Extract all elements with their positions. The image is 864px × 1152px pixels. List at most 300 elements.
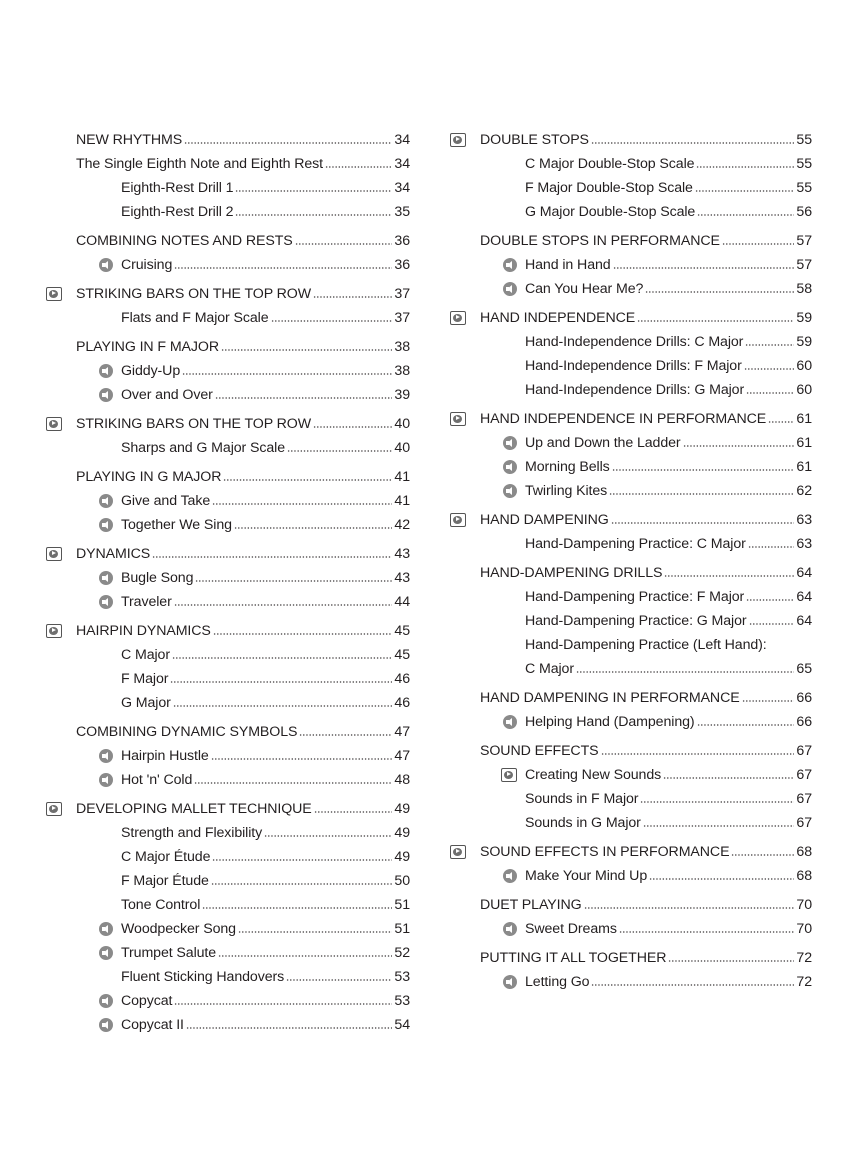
entry-page-number: 36 bbox=[394, 257, 410, 273]
entry-page-number: 46 bbox=[394, 695, 410, 711]
toc-entry[interactable] bbox=[46, 743, 410, 767]
entry-title: C Major Étude bbox=[121, 849, 211, 865]
entry-page-number: 36 bbox=[394, 233, 410, 249]
video-icon bbox=[46, 417, 62, 431]
entry-page-number: 59 bbox=[796, 334, 812, 350]
video-icon bbox=[46, 287, 62, 301]
toc-entry[interactable] bbox=[46, 988, 410, 1012]
toc-entry[interactable] bbox=[450, 430, 812, 454]
entry-lead bbox=[450, 377, 525, 401]
entry-lead bbox=[450, 531, 525, 555]
toc-entry[interactable] bbox=[450, 810, 812, 834]
toc-entry[interactable] bbox=[46, 464, 410, 488]
entry-lead bbox=[46, 305, 121, 329]
entry-title: PLAYING IN G MAJOR bbox=[76, 469, 222, 485]
entry-page-number: 67 bbox=[796, 767, 812, 783]
entry-title: F Major Double-Stop Scale bbox=[525, 180, 693, 196]
toc-entry[interactable] bbox=[450, 584, 812, 608]
entry-page-number: 42 bbox=[394, 517, 410, 533]
entry-page-number: 47 bbox=[394, 748, 410, 764]
toc-entry[interactable] bbox=[46, 305, 410, 329]
dot-leader bbox=[202, 907, 392, 909]
audio-icon bbox=[99, 518, 113, 532]
video-icon bbox=[46, 624, 62, 638]
entry-page-number: 53 bbox=[394, 969, 410, 985]
entry-title: Giddy-Up bbox=[121, 363, 181, 379]
entry-title: Hand-Dampening Practice: G Major bbox=[525, 613, 747, 629]
toc-entry[interactable] bbox=[450, 560, 812, 584]
entry-page-number: 68 bbox=[796, 844, 812, 860]
entry-page-number: 70 bbox=[796, 897, 812, 913]
dot-leader bbox=[601, 753, 795, 755]
entry-lead bbox=[450, 127, 480, 151]
toc-entry[interactable] bbox=[450, 531, 812, 555]
audio-icon bbox=[99, 994, 113, 1008]
entry-lead bbox=[46, 642, 121, 666]
dot-leader bbox=[697, 724, 795, 726]
dot-leader bbox=[748, 546, 795, 548]
entry-lead bbox=[450, 353, 525, 377]
dot-leader bbox=[212, 503, 392, 505]
entry-lead bbox=[450, 945, 480, 969]
dot-leader bbox=[211, 883, 393, 885]
entry-title: Helping Hand (Dampening) bbox=[525, 714, 695, 730]
dot-leader bbox=[172, 657, 392, 659]
entry-title: C Major bbox=[525, 661, 574, 677]
entry-page-number: 47 bbox=[394, 724, 410, 740]
dot-leader bbox=[223, 479, 392, 481]
entry-lead bbox=[46, 796, 76, 820]
entry-lead bbox=[46, 382, 121, 406]
entry-lead bbox=[46, 666, 121, 690]
toc-entry[interactable] bbox=[450, 786, 812, 810]
entry-page-number: 48 bbox=[394, 772, 410, 788]
dot-leader bbox=[325, 166, 392, 168]
entry-title: SOUND EFFECTS bbox=[480, 743, 599, 759]
toc-entry[interactable] bbox=[46, 796, 410, 820]
dot-leader bbox=[731, 854, 794, 856]
toc-entry[interactable] bbox=[450, 353, 812, 377]
entry-page-number: 56 bbox=[796, 204, 812, 220]
dot-leader bbox=[645, 291, 794, 293]
toc-entry[interactable] bbox=[46, 541, 410, 565]
toc-entry[interactable] bbox=[450, 839, 812, 863]
entry-title: Sounds in G Major bbox=[525, 815, 641, 831]
entry-page-number: 61 bbox=[796, 459, 812, 475]
toc-entry[interactable] bbox=[46, 916, 410, 940]
toc-entry[interactable] bbox=[46, 767, 410, 791]
entry-title: Can You Hear Me? bbox=[525, 281, 644, 297]
audio-icon bbox=[503, 258, 517, 272]
entry-page-number: 66 bbox=[796, 714, 812, 730]
entry-title: Copycat bbox=[121, 993, 173, 1009]
entry-page-number: 64 bbox=[796, 589, 812, 605]
dot-leader bbox=[212, 859, 392, 861]
toc-entry[interactable] bbox=[450, 608, 812, 632]
entry-lead bbox=[450, 454, 525, 478]
toc-entry[interactable] bbox=[450, 252, 812, 276]
dot-leader bbox=[152, 556, 392, 558]
entry-lead bbox=[450, 709, 525, 733]
entry-page-number: 35 bbox=[394, 204, 410, 220]
entry-title: DUET PLAYING bbox=[480, 897, 582, 913]
entry-page-number: 34 bbox=[394, 132, 410, 148]
entry-title: Letting Go bbox=[525, 974, 590, 990]
dot-leader bbox=[286, 979, 392, 981]
entry-title: C Major bbox=[121, 647, 170, 663]
entry-title: Sounds in F Major bbox=[525, 791, 639, 807]
entry-title: F Major Étude bbox=[121, 873, 209, 889]
toc-entry[interactable] bbox=[46, 334, 410, 358]
audio-icon bbox=[99, 571, 113, 585]
entry-page-number: 54 bbox=[394, 1017, 410, 1033]
toc-entry[interactable] bbox=[450, 127, 812, 151]
entry-page-number: 70 bbox=[796, 921, 812, 937]
entry-page-number: 57 bbox=[796, 257, 812, 273]
entry-lead bbox=[46, 358, 121, 382]
dot-leader bbox=[221, 349, 392, 351]
entry-title: NEW RHYTHMS bbox=[76, 132, 183, 148]
entry-page-number: 68 bbox=[796, 868, 812, 884]
entry-lead bbox=[450, 685, 480, 709]
dot-leader bbox=[313, 426, 392, 428]
dot-leader bbox=[215, 397, 393, 399]
toc-entry[interactable] bbox=[450, 762, 812, 786]
entry-title: Traveler bbox=[121, 594, 172, 610]
entry-title: PUTTING IT ALL TOGETHER bbox=[480, 950, 667, 966]
entry-lead bbox=[450, 560, 480, 584]
audio-icon bbox=[99, 946, 113, 960]
toc-entry[interactable] bbox=[46, 175, 410, 199]
entry-lead bbox=[450, 656, 525, 680]
dot-leader bbox=[194, 782, 392, 784]
entry-page-number: 59 bbox=[796, 310, 812, 326]
entry-page-number: 55 bbox=[796, 156, 812, 172]
entry-title: C Major Double-Stop Scale bbox=[525, 156, 695, 172]
entry-page-number: 51 bbox=[394, 897, 410, 913]
entry-page-number: 52 bbox=[394, 945, 410, 961]
entry-lead bbox=[46, 252, 121, 276]
dot-leader bbox=[591, 984, 794, 986]
entry-lead bbox=[46, 767, 121, 791]
toc-entry[interactable] bbox=[46, 127, 410, 151]
entry-lead bbox=[46, 488, 121, 512]
video-icon bbox=[450, 845, 466, 859]
entry-title: Hand-Independence Drills: F Major bbox=[525, 358, 742, 374]
toc-entry[interactable] bbox=[450, 305, 812, 329]
dot-leader bbox=[182, 373, 392, 375]
entry-page-number: 72 bbox=[796, 950, 812, 966]
entry-lead bbox=[46, 589, 121, 613]
toc-entry[interactable] bbox=[450, 151, 812, 175]
video-icon bbox=[46, 547, 62, 561]
entry-title: G Major bbox=[121, 695, 171, 711]
entry-lead bbox=[450, 863, 525, 887]
toc-entry[interactable] bbox=[450, 685, 812, 709]
toc-entry[interactable] bbox=[450, 199, 812, 223]
toc-entry[interactable] bbox=[46, 512, 410, 536]
entry-title: PLAYING IN F MAJOR bbox=[76, 339, 219, 355]
entry-page-number: 38 bbox=[394, 339, 410, 355]
dot-leader bbox=[612, 469, 795, 471]
toc-entry[interactable] bbox=[46, 940, 410, 964]
toc-entry[interactable] bbox=[46, 618, 410, 642]
toc-entry[interactable] bbox=[46, 565, 410, 589]
entry-page-number: 53 bbox=[394, 993, 410, 1009]
toc-entry[interactable] bbox=[450, 738, 812, 762]
toc-entry[interactable] bbox=[46, 820, 410, 844]
toc-entry[interactable] bbox=[46, 690, 410, 714]
toc-entry[interactable] bbox=[450, 863, 812, 887]
dot-leader bbox=[264, 835, 392, 837]
entry-lead bbox=[450, 252, 525, 276]
entry-lead bbox=[46, 719, 76, 743]
entry-lead bbox=[46, 411, 76, 435]
entry-lead bbox=[450, 892, 480, 916]
entry-page-number: 63 bbox=[796, 512, 812, 528]
dot-leader bbox=[174, 1003, 392, 1005]
entry-title: STRIKING BARS ON THE TOP ROW bbox=[76, 286, 312, 302]
toc-entry[interactable] bbox=[46, 892, 410, 916]
audio-icon bbox=[99, 364, 113, 378]
toc-entry[interactable] bbox=[46, 666, 410, 690]
dot-leader bbox=[619, 931, 795, 933]
entry-lead bbox=[450, 584, 525, 608]
audio-icon bbox=[503, 922, 517, 936]
entry-lead bbox=[450, 738, 480, 762]
entry-lead bbox=[46, 892, 121, 916]
dot-leader bbox=[213, 633, 393, 635]
audio-icon bbox=[99, 388, 113, 402]
entry-lead bbox=[450, 478, 525, 502]
toc-entry[interactable] bbox=[450, 329, 812, 353]
toc-entry[interactable] bbox=[450, 632, 812, 656]
entry-title: Hand-Dampening Practice (Left Hand): bbox=[525, 637, 767, 653]
entry-page-number: 44 bbox=[394, 594, 410, 610]
entry-lead bbox=[450, 151, 525, 175]
toc-entry[interactable] bbox=[450, 175, 812, 199]
dot-leader bbox=[609, 493, 794, 495]
entry-lead bbox=[46, 512, 121, 536]
entry-lead bbox=[450, 199, 525, 223]
audio-icon bbox=[503, 715, 517, 729]
entry-lead bbox=[46, 916, 121, 940]
toc-entry[interactable] bbox=[450, 507, 812, 531]
entry-page-number: 66 bbox=[796, 690, 812, 706]
entry-page-number: 60 bbox=[796, 382, 812, 398]
dot-leader bbox=[287, 450, 392, 452]
entry-page-number: 50 bbox=[394, 873, 410, 889]
dot-leader bbox=[313, 296, 392, 298]
toc-entry[interactable] bbox=[46, 411, 410, 435]
entry-lead bbox=[450, 786, 525, 810]
entry-title: Hand-Independence Drills: G Major bbox=[525, 382, 745, 398]
entry-lead bbox=[46, 464, 76, 488]
entry-lead bbox=[46, 228, 76, 252]
entry-page-number: 55 bbox=[796, 180, 812, 196]
dot-leader bbox=[195, 580, 392, 582]
entry-page-number: 41 bbox=[394, 493, 410, 509]
entry-page-number: 61 bbox=[796, 435, 812, 451]
toc-entry[interactable] bbox=[450, 377, 812, 401]
entry-title: Hairpin Hustle bbox=[121, 748, 209, 764]
entry-title: G Major Double-Stop Scale bbox=[525, 204, 696, 220]
entry-title: Hand in Hand bbox=[525, 257, 611, 273]
entry-title: Fluent Sticking Handovers bbox=[121, 969, 285, 985]
entry-title: F Major bbox=[121, 671, 169, 687]
entry-page-number: 46 bbox=[394, 671, 410, 687]
dot-leader bbox=[649, 878, 794, 880]
entry-lead bbox=[46, 868, 121, 892]
entry-title: Flats and F Major Scale bbox=[121, 310, 269, 326]
entry-title: Over and Over bbox=[121, 387, 213, 403]
entry-lead bbox=[450, 228, 480, 252]
audio-icon bbox=[99, 922, 113, 936]
audio-icon bbox=[503, 460, 517, 474]
audio-icon bbox=[99, 595, 113, 609]
entry-page-number: 62 bbox=[796, 483, 812, 499]
dot-leader bbox=[746, 599, 794, 601]
entry-title: Hot 'n' Cold bbox=[121, 772, 193, 788]
toc-entry[interactable] bbox=[46, 358, 410, 382]
toc-entry[interactable] bbox=[450, 656, 812, 680]
entry-page-number: 43 bbox=[394, 570, 410, 586]
entry-title: Give and Take bbox=[121, 493, 211, 509]
dot-leader bbox=[640, 801, 794, 803]
toc-entry[interactable] bbox=[46, 589, 410, 613]
dot-leader bbox=[695, 190, 795, 192]
audio-icon bbox=[503, 436, 517, 450]
entry-lead bbox=[450, 608, 525, 632]
audio-icon bbox=[503, 975, 517, 989]
dot-leader bbox=[697, 214, 794, 216]
toc-entry[interactable] bbox=[46, 199, 410, 223]
entry-title: Make Your Mind Up bbox=[525, 868, 648, 884]
entry-page-number: 67 bbox=[796, 815, 812, 831]
entry-lead bbox=[46, 565, 121, 589]
toc-entry[interactable] bbox=[450, 228, 812, 252]
toc-entry[interactable] bbox=[450, 276, 812, 300]
entry-title: COMBINING DYNAMIC SYMBOLS bbox=[76, 724, 298, 740]
toc-entry[interactable] bbox=[46, 1012, 410, 1036]
entry-title: HAND INDEPENDENCE bbox=[480, 310, 636, 326]
entry-lead bbox=[46, 618, 76, 642]
entry-lead bbox=[450, 430, 525, 454]
toc-entry[interactable] bbox=[46, 382, 410, 406]
toc-entry[interactable] bbox=[450, 945, 812, 969]
toc-entry[interactable] bbox=[46, 642, 410, 666]
toc-entry[interactable] bbox=[450, 478, 812, 502]
entry-lead bbox=[450, 632, 525, 656]
toc-column-left bbox=[46, 127, 410, 1036]
dot-leader bbox=[745, 344, 794, 346]
entry-lead bbox=[46, 541, 76, 565]
dot-leader bbox=[768, 421, 794, 423]
entry-page-number: 72 bbox=[796, 974, 812, 990]
dot-leader bbox=[637, 320, 794, 322]
dot-leader bbox=[174, 604, 393, 606]
toc-entry[interactable] bbox=[450, 969, 812, 993]
entry-title: DOUBLE STOPS IN PERFORMANCE bbox=[480, 233, 720, 249]
entry-title: Tone Control bbox=[121, 897, 201, 913]
entry-title: Hand-Independence Drills: C Major bbox=[525, 334, 744, 350]
dot-leader bbox=[584, 907, 795, 909]
entry-page-number: 67 bbox=[796, 743, 812, 759]
toc-entry[interactable] bbox=[46, 252, 410, 276]
entry-page-number: 49 bbox=[394, 825, 410, 841]
dot-leader bbox=[238, 931, 392, 933]
entry-page-number: 61 bbox=[796, 411, 812, 427]
entry-title: Morning Bells bbox=[525, 459, 610, 475]
toc-entry[interactable] bbox=[46, 151, 410, 175]
entry-title: Eighth-Rest Drill 2 bbox=[121, 204, 234, 220]
toc-entry[interactable] bbox=[46, 964, 410, 988]
audio-icon bbox=[99, 1018, 113, 1032]
dot-leader bbox=[186, 1027, 393, 1029]
entry-lead bbox=[46, 964, 121, 988]
toc-entry[interactable] bbox=[46, 281, 410, 305]
entry-title: Hand-Dampening Practice: F Major bbox=[525, 589, 745, 605]
dot-leader bbox=[174, 267, 392, 269]
video-icon bbox=[450, 513, 466, 527]
entry-lead bbox=[450, 916, 525, 940]
dot-leader bbox=[218, 955, 392, 957]
audio-icon bbox=[99, 749, 113, 763]
toc-entry[interactable] bbox=[46, 719, 410, 743]
dot-leader bbox=[235, 190, 392, 192]
dot-leader bbox=[235, 214, 392, 216]
toc-entry[interactable] bbox=[450, 406, 812, 430]
entry-title: COMBINING NOTES AND RESTS bbox=[76, 233, 293, 249]
entry-lead bbox=[46, 435, 121, 459]
dot-leader bbox=[576, 671, 794, 673]
entry-lead bbox=[46, 281, 76, 305]
entry-lead bbox=[450, 305, 480, 329]
entry-page-number: 49 bbox=[394, 801, 410, 817]
toc-entry[interactable] bbox=[46, 228, 410, 252]
dot-leader bbox=[173, 705, 393, 707]
entry-page-number: 64 bbox=[796, 613, 812, 629]
video-icon bbox=[46, 802, 62, 816]
entry-lead bbox=[46, 690, 121, 714]
toc-entry[interactable] bbox=[46, 435, 410, 459]
toc-entry[interactable] bbox=[46, 844, 410, 868]
toc-entry[interactable] bbox=[450, 892, 812, 916]
dot-leader bbox=[696, 166, 794, 168]
dot-leader bbox=[613, 267, 795, 269]
entry-title: DEVELOPING MALLET TECHNIQUE bbox=[76, 801, 312, 817]
entry-title: The Single Eighth Note and Eighth Rest bbox=[76, 156, 324, 172]
toc-entry[interactable] bbox=[450, 454, 812, 478]
dot-leader bbox=[271, 320, 393, 322]
entry-page-number: 43 bbox=[394, 546, 410, 562]
entry-page-number: 37 bbox=[394, 286, 410, 302]
entry-lead bbox=[450, 276, 525, 300]
toc-entry[interactable] bbox=[450, 709, 812, 733]
toc-entry[interactable] bbox=[46, 868, 410, 892]
entry-page-number: 40 bbox=[394, 440, 410, 456]
toc-entry[interactable] bbox=[450, 916, 812, 940]
dot-leader bbox=[295, 243, 393, 245]
audio-icon bbox=[503, 282, 517, 296]
dot-leader bbox=[170, 681, 392, 683]
entry-title: Twirling Kites bbox=[525, 483, 608, 499]
dot-leader bbox=[234, 527, 392, 529]
entry-page-number: 39 bbox=[394, 387, 410, 403]
entry-title: DYNAMICS bbox=[76, 546, 151, 562]
dot-leader bbox=[742, 700, 795, 702]
toc-entry[interactable] bbox=[46, 488, 410, 512]
